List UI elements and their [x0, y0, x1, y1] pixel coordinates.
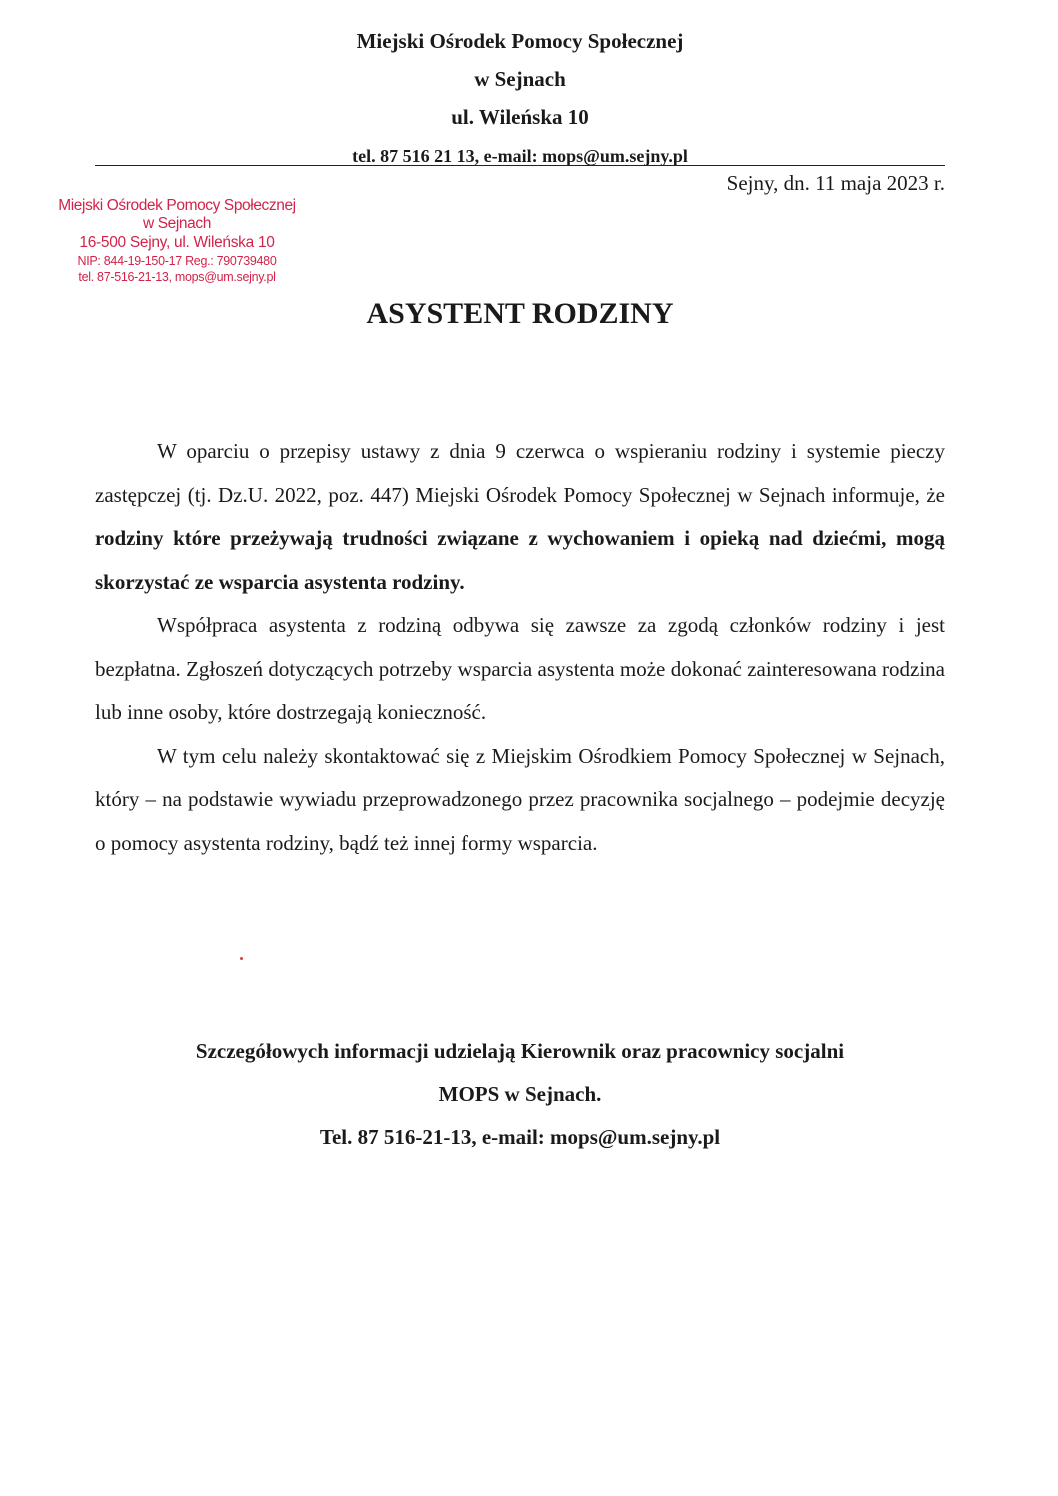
letterhead-org: Miejski Ośrodek Pomocy Społecznej — [356, 29, 684, 53]
letterhead-street: ul. Wileńska 10 — [451, 105, 589, 129]
ink-speck — [240, 957, 243, 960]
footer-line-contact: Tel. 87 516-21-13, e-mail: mops@um.sejny.pl — [319, 1125, 721, 1149]
document-body — [95, 430, 945, 865]
document-title: ASYSTENT RODZINY — [366, 297, 674, 330]
footer-line-info: Szczegółowych informacji udzielają Kierownik oraz pracownicy socjalni — [195, 1039, 845, 1063]
document-date: Sejny, dn. 11 maja 2023 r. — [726, 171, 945, 195]
stamp-line-contact: tel. 87-516-21-13, mops@um.sejny.pl — [78, 270, 276, 284]
stamp-line-city: w Sejnach — [143, 215, 211, 232]
letterhead — [95, 22, 945, 176]
institution-stamp — [52, 196, 302, 285]
stamp-line-nip: NIP: 844-19-150-17 Reg.: 790739480 — [77, 254, 277, 268]
stamp-line-org: Miejski Ośrodek Pomocy Społecznej — [58, 197, 296, 214]
paragraph-2: Współpraca asystenta z rodziną odbywa się zawsze za zgodą członków rodziny i jest bezpłatna. Zgłoszeń dotyczących potrzeby wsparcia asystenta może dokonać zainteresowana rodzina lub inne osoby, które dostrzegają konieczność. — [95, 613, 945, 724]
paragraph-1-bold: rodziny które przeżywają trudności związane z wychowaniem i opieką nad dziećmi, mogą skorzystać ze wsparcia asystenta rodziny. — [95, 526, 945, 594]
letterhead-divider — [95, 165, 945, 166]
stamp-line-address: 16-500 Sejny, ul. Wileńska 10 — [79, 234, 275, 251]
paragraph-1 — [95, 430, 945, 604]
letterhead-contact: tel. 87 516 21 13, e-mail: mops@um.sejny.pl — [352, 146, 688, 166]
paragraph-3: W tym celu należy skontaktować się z Miejskim Ośrodkiem Pomocy Społecznej w Sejnach, który – na podstawie wywiadu przeprowadzonego przez pracownika socjalnego – podejmie decyzję o pomocy asystenta rodziny, bądź też innej formy wsparcia. — [95, 743, 945, 855]
paragraph-1-text: W oparciu o przepisy ustawy z dnia 9 czerwca o wspieraniu rodziny i systemie pieczy zastępczej (tj. Dz.U. 2022, poz. 447) Miejski Ośrodek Pomocy Społecznej w Sejnach informuje, że — [95, 439, 945, 507]
contact-footer — [95, 1030, 945, 1159]
footer-line-mops: MOPS w Sejnach. — [438, 1082, 602, 1106]
letterhead-city: w Sejnach — [474, 67, 566, 91]
